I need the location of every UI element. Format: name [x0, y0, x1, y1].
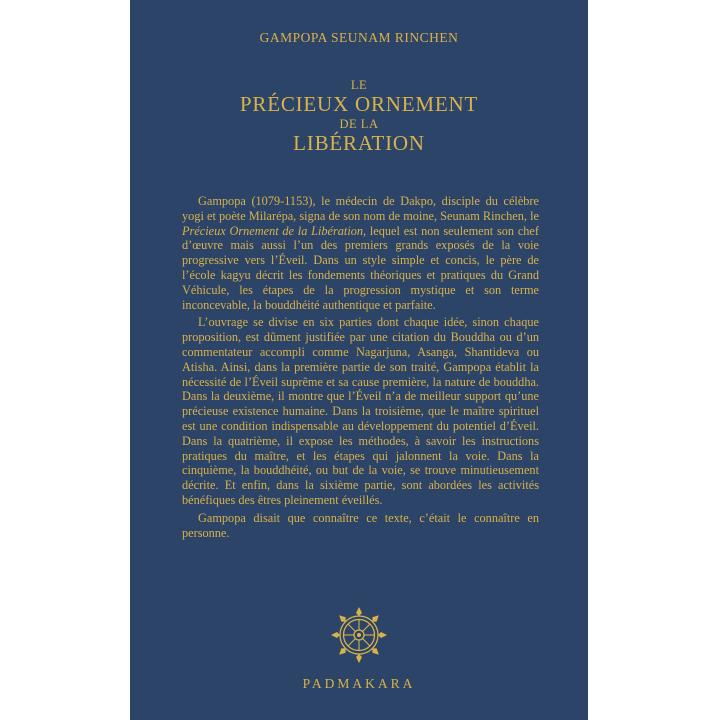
synopsis-paragraph-2: L’ouvrage se divise en six parties dont chaque idée, sinon chaque proposition, est dûment justifiée par une citation du Bouddha ou d’un commentateur accompli comme Nagarjuna, Asanga, Shantideva ou Atisha. Ainsi, dans la première partie de son traité, Gampopa établit la nécessité de l’Éveil suprême et sa cause première, la nature de bouddha. Dans la deuxième, il montre que l’Éveil n’a de meilleur support qu’une précieuse existence humaine. Dans la troisième, que le maître spirituel est une condition indispensable au développement du potentiel d’Éveil. Dans la quatrième, il expose les méthodes, à savoir les instructions pratiques du maître, et les étapes qui jalonnent la voie. Dans la cinquième, la bouddhéité, ou but de la voie, se trouve minutieusement décrite. Et enfin, dans la sixième partie, sont abordées les activités bénéfiques des êtres pleinement éveillés.	[182, 315, 539, 507]
title-line-1: LE	[350, 78, 368, 92]
publisher-name: PADMAKARA	[302, 676, 416, 691]
synopsis	[182, 194, 539, 543]
dharma-wheel-icon	[329, 605, 389, 665]
synopsis-paragraph-3: Gampopa disait que connaître ce texte, c’était le connaître en personne.	[182, 510, 539, 540]
title-line-2: PRÉCIEUX ORNEMENT	[239, 92, 479, 116]
title-line-3: DE LA	[339, 117, 379, 131]
title-line-4: LIBÉRATION	[293, 131, 425, 155]
book-title	[130, 78, 588, 155]
paragraph-1-book-title-italic: Précieux Ornement de la Libération	[182, 223, 364, 238]
paragraph-1-text-end: , lequel est non seulement son chef d’œuvre mais aussi l’un des premiers grands exposés de la voie progressive vers l’Éveil. Dans un style simple et concis, le père de l’école kagyu décrit les fondements théoriques et pratiques du Grand Véhicule, les étapes de la progression mystique et son terme inconcevable, la bouddhéité authentique et parfaite.	[182, 223, 539, 312]
author-name: GAMPOPA SEUNAM RINCHEN	[259, 30, 459, 45]
synopsis-paragraph-1	[182, 194, 539, 312]
book-back-cover	[130, 0, 588, 720]
paragraph-1-text-start: Gampopa (1079-1153), le médecin de Dakpo, disciple du célèbre yogi et poète Milarépa, signa de son nom de moine, Seunam Rinchen, le	[182, 194, 539, 223]
